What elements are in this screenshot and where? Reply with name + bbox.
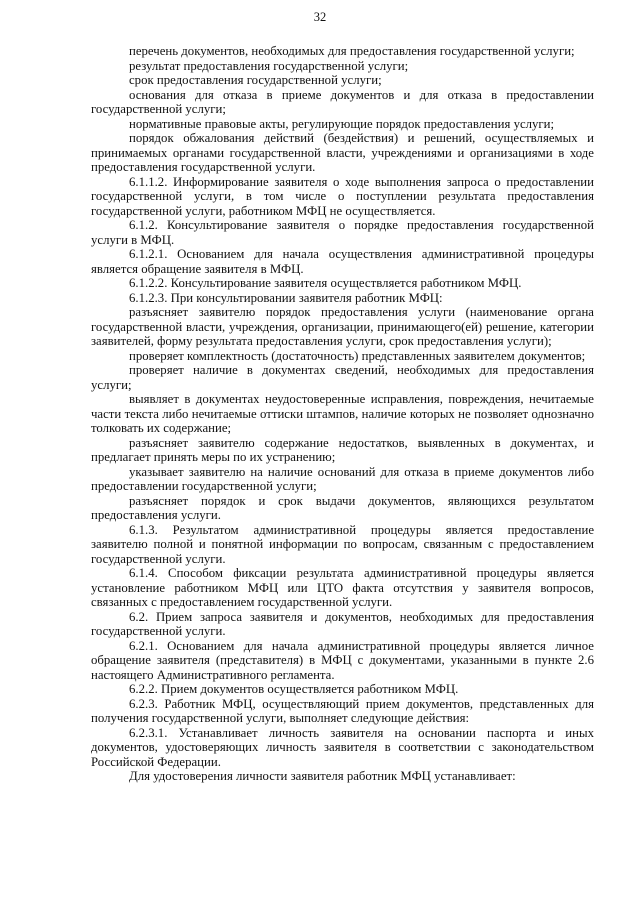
paragraph: Для удостоверения личности заявителя работник МФЦ устанавливает:	[129, 769, 516, 783]
paragraph: перечень документов, необходимых для предоставления государственной услуги;	[129, 44, 575, 58]
paragraph: выявляет в документах неудостоверенные исправления, повреждения, нечитаемые части текста либо нечитаемые оттиски штампов, наличие которых не позволяет однозначно толковать их содержание;	[91, 392, 594, 435]
paragraph: 6.2.3. Работник МФЦ, осуществляющий прием документов, представленных для получения государственной услуги, выполняет следующие действия:	[91, 696, 594, 725]
paragraph: порядок обжалования действий (бездействия) и решений, осуществляемых и принимаемых органами государственной власти, учреждениями и организациями в ходе предоставления государственной услуги.	[91, 131, 594, 174]
paragraph: 6.1.3. Результатом административной процедуры является предоставление заявителю полной и понятной информации по вопросам, связанным с предоставлением государственной услуги.	[91, 522, 594, 566]
paragraph: 6.2. Прием запроса заявителя и документов, необходимых для предоставления государственной услуги.	[91, 609, 594, 638]
paragraph: 6.2.1. Основанием для начала административной процедуры является личное обращение заявителя (представителя) в МФЦ с документами, указанными в пункте 2.6 настоящего Административного регламента.	[91, 638, 594, 682]
paragraph: нормативные правовые акты, регулирующие порядок предоставления услуги;	[129, 116, 555, 131]
paragraph: проверяет комплектность (достаточность) представленных заявителем документов;	[129, 348, 586, 363]
paragraph: проверяет наличие в документах сведений, необходимых для предоставления услуги;	[91, 363, 594, 392]
paragraph: 6.1.4. Способом фиксации результата административной процедуры является установление работником МФЦ или ЦТО факта отсутствия у заявителя вопросов, связанных с предоставлением государственной услуги.	[91, 566, 594, 609]
paragraph: 6.1.2.2. Консультирование заявителя осуществляется работником МФЦ.	[129, 276, 522, 290]
paragraph: 6.1.2.3. При консультировании заявителя работник МФЦ:	[129, 290, 443, 305]
paragraph: 6.1.2. Консультирование заявителя о порядке предоставления государственной услуги в МФЦ.	[91, 218, 594, 247]
paragraph: 6.2.2. Прием документов осуществляется работником МФЦ.	[129, 682, 459, 696]
paragraph: срок предоставления государственной услуги;	[129, 73, 382, 87]
page-number: 32	[313, 10, 327, 24]
paragraph: разъясняет заявителю порядок предоставления услуги (наименование органа государственной власти, учреждения, организации, принимающего(ей) решение, категории заявителей, форму результата предоставления услуги, срок предоставления услуги);	[91, 305, 594, 348]
paragraph: разъясняет порядок и срок выдачи документов, являющихся результатом предоставления услуги.	[91, 493, 594, 522]
paragraph: 6.1.2.1. Основанием для начала осуществления административной процедуры является обращение заявителя в МФЦ.	[91, 247, 594, 276]
paragraph: 6.1.1.2. Информирование заявителя о ходе выполнения запроса о предоставлении государственной услуги, в том числе о поступлении результата предоставления государственной услуги, работником МФЦ не осуществляется.	[91, 174, 594, 218]
document-body	[91, 44, 594, 784]
paragraph: разъясняет заявителю содержание недостатков, выявленных в документах, и предлагает принять меры по их устранению;	[91, 435, 594, 464]
paragraph: указывает заявителю на наличие оснований для отказа в приеме документов либо предоставлении государственной услуги;	[91, 464, 594, 493]
paragraph: 6.2.3.1. Устанавливает личность заявителя на основании паспорта и иных документов, удостоверяющих личность заявителя в соответствии с законодательством Российской Федерации.	[91, 725, 594, 769]
paragraph: основания для отказа в приеме документов и для отказа в предоставлении государственной услуги;	[91, 87, 594, 116]
paragraph: результат предоставления государственной услуги;	[129, 58, 409, 73]
